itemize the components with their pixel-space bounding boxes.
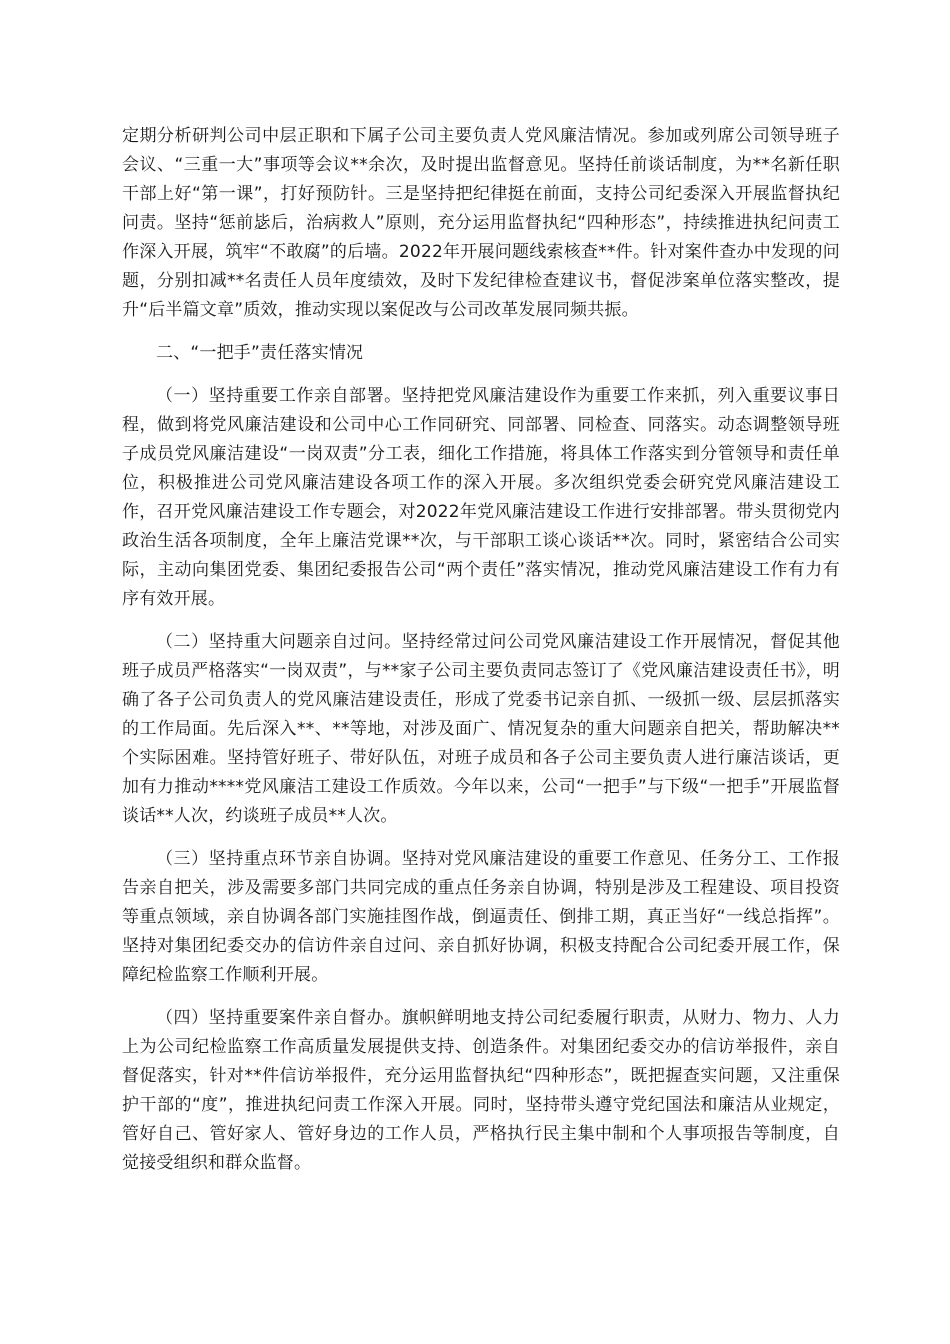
paragraph-item-4: （四）坚持重要案件亲自督办。旗帜鲜明地支持公司纪委履行职责，从财力、物力、人力上为公司纪检监察工作高质量发展提供支持、创造条件。对集团纪委交办的信访举报件，亲自督促落实，针对**件信访举报件，充分运用监督执纪“四种形态”，既把握查实问题，又注重保护干部的“度”，推进执纪问责工作深入开展。同时，坚持带头遵守党纪国法和廉洁从业规定，管好自己、管好家人、管好身边的工作人员，严格执行民主集中制和个人事项报告等制度，自觉接受组织和群众监督。 — [122, 1008, 840, 1173]
document-page — [122, 122, 840, 1192]
paragraph-item-3: （三）坚持重点环节亲自协调。坚持对党风廉洁建设的重要工作意见、任务分工、工作报告亲自把关，涉及需要多部门共同完成的重点任务亲自协调，特别是涉及工程建设、项目投资等重点领域，亲自协调各部门实施挂图作战，倒逼责任、倒排工期，真正当好“一线总指挥”。坚持对集团纪委交办的信访件亲自过问、亲自抓好协调，积极支持配合公司纪委开展工作，保障纪检监察工作顺利开展。 — [122, 849, 840, 985]
section-heading: 二、“一把手”责任落实情况 — [156, 343, 364, 363]
paragraph-item-2: （二）坚持重大问题亲自过问。坚持经常过问公司党风廉洁建设工作开展情况，督促其他班子成员严格落实“一岗双责”，与**家子公司主要负责同志签订了《党风廉洁建设责任书》，明确了各子公司负责人的党风廉洁建设责任，形成了党委书记亲自抓、一级抓一级、层层抓落实的工作局面。先后深入**、**等地，对涉及面广、情况复杂的重大问题亲自把关，帮助解决**个实际困难。坚持管好班子、带好队伍，对班子成员和各子公司主要负责人进行廉洁谈话，更加有力推动****党风廉洁工建设工作质效。今年以来，公司“一把手”与下级“一把手”开展监督谈话**人次，约谈班子成员**人次。 — [122, 632, 840, 826]
paragraph-continuation: 定期分析研判公司中层正职和下属子公司主要负责人党风廉洁情况。参加或列席公司领导班子会议、“三重一大”事项等会议**余次，及时提出监督意见。坚持任前谈话制度，为**名新任职干部上好“第一课”，打好预防针。三是坚持把纪律挺在前面，支持公司纪委深入开展监督执纪问责。坚持“惩前毖后，治病救人”原则，充分运用监督执纪“四种形态”，持续推进执纪问责工作深入开展，筑牢“不敢腐”的后墙。2022年开展问题线索核查**件。针对案件查办中发现的问题，分别扣减**名责任人员年度绩效，及时下发纪律检查建议书，督促涉案单位落实整改，提升“后半篇文章”质效，推动实现以案促改与公司改革发展同频共振。 — [122, 126, 840, 320]
paragraph-item-1: （一）坚持重要工作亲自部署。坚持把党风廉洁建设作为重要工作来抓，列入重要议事日程，做到将党风廉洁建设和公司中心工作同研究、同部署、同检查、同落实。动态调整领导班子成员党风廉洁建设“一岗双责”分工表，细化工作措施，将具体工作落实到分管领导和责任单位，积极推进公司党风廉洁建设各项工作的深入开展。多次组织党委会研究党风廉洁建设工作，召开党风廉洁建设工作专题会，对2022年党风廉洁建设工作进行安排部署。带头贯彻党内政治生活各项制度，全年上廉洁党课**次，与干部职工谈心谈话**次。同时，紧密结合公司实际，主动向集团党委、集团纪委报告公司“两个责任”落实情况，推动党风廉洁建设工作有力有序有效开展。 — [122, 386, 840, 609]
